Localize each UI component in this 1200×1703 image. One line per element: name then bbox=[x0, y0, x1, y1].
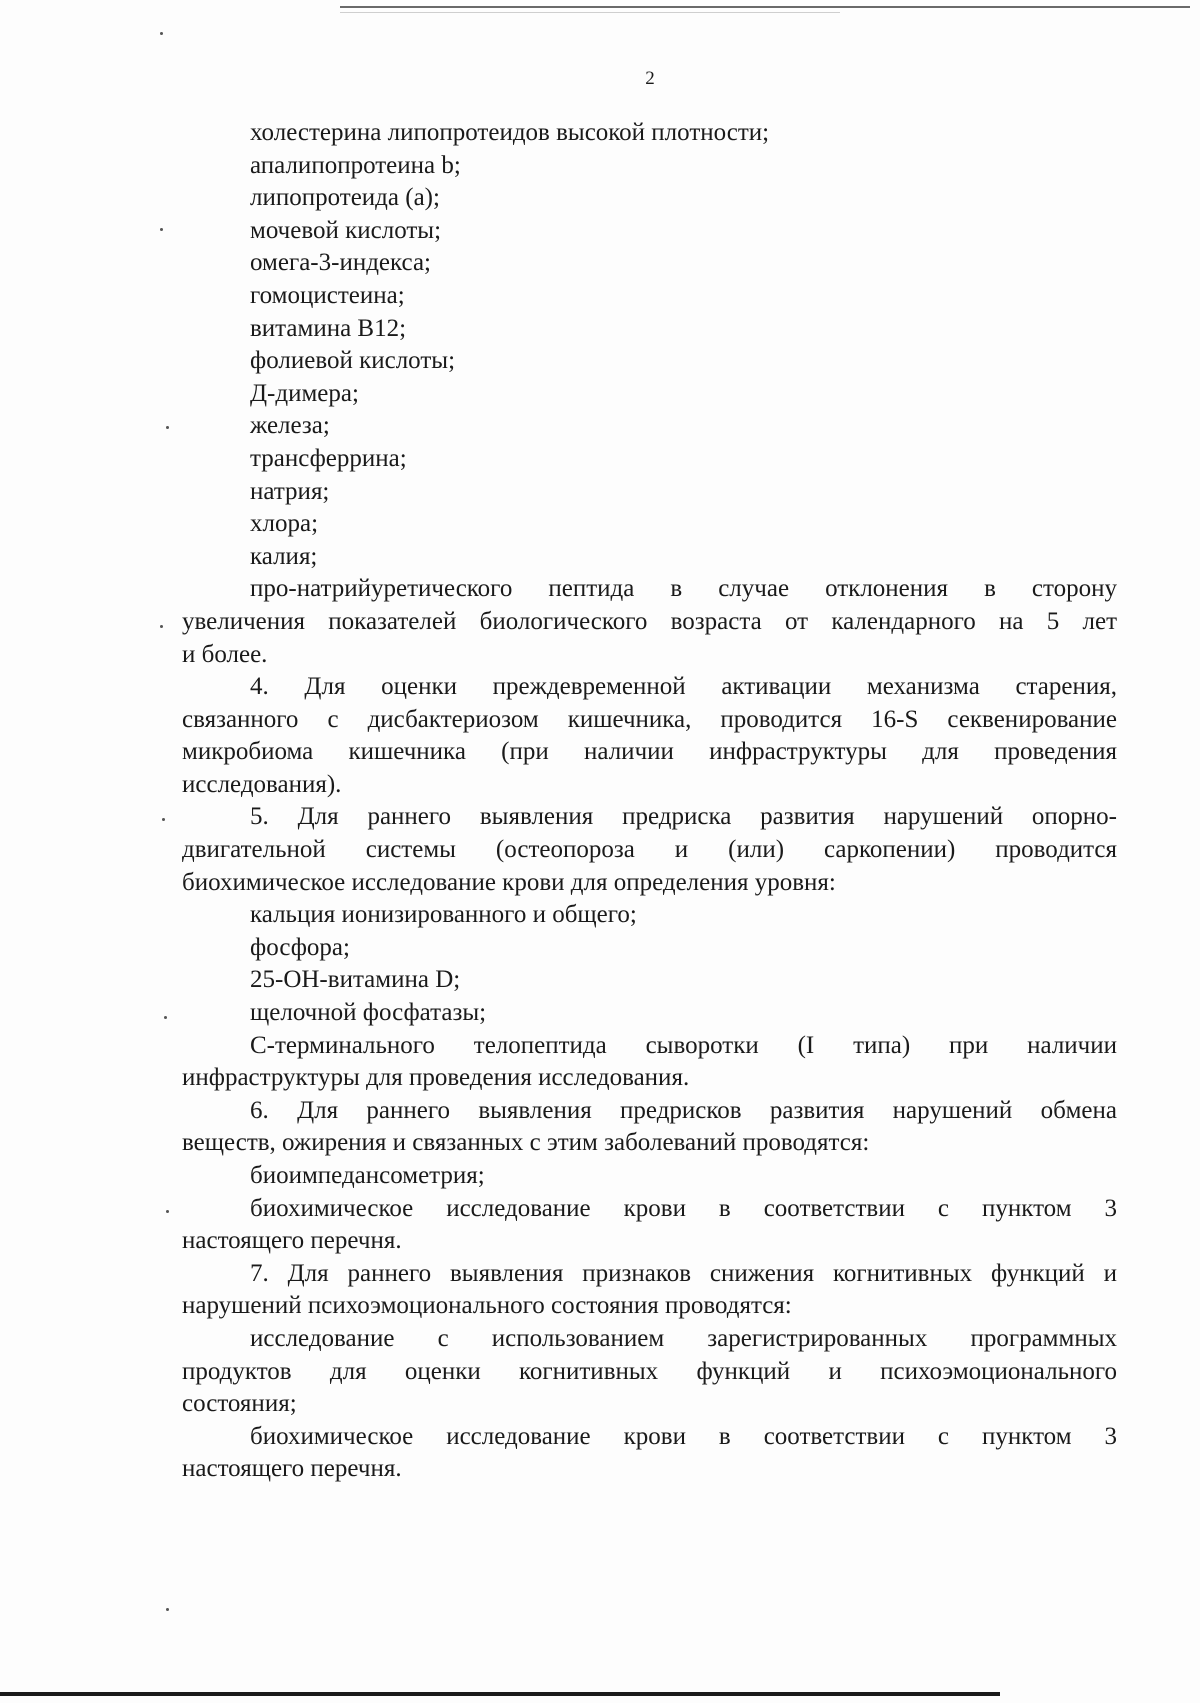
scan-speck bbox=[166, 1608, 169, 1611]
paragraph-item-6b bbox=[182, 1193, 1117, 1258]
paragraph-line: и более. bbox=[182, 640, 268, 668]
list-item: кальция ионизированного и общего; bbox=[250, 901, 637, 929]
paragraph-line: 4. Для оценки преждевременной активации механизма старения, bbox=[250, 673, 1117, 701]
list-item: трансферрина; bbox=[250, 444, 407, 472]
scan-speck bbox=[166, 1210, 169, 1213]
list-item: биоимпедансометрия; bbox=[250, 1162, 485, 1189]
paragraph-item-7a bbox=[182, 1323, 1117, 1421]
paragraph-item-4 bbox=[182, 671, 1117, 801]
list-item: калия; bbox=[250, 542, 318, 570]
paragraph-line: С-терминального телопептида сыворотки (I типа) при наличии bbox=[250, 1031, 1117, 1059]
paragraph-ctx bbox=[182, 1030, 1117, 1095]
paragraph-line: исследования). bbox=[182, 770, 342, 798]
list-item: фолиевой кислоты; bbox=[250, 347, 456, 375]
paragraph-item-5 bbox=[182, 801, 1117, 899]
scan-speck bbox=[160, 625, 163, 628]
page-number: 2 bbox=[645, 68, 655, 89]
scan-speck bbox=[164, 1016, 167, 1019]
scan-speck bbox=[162, 818, 165, 821]
paragraph-line: про-натрийуретического пептида в случае отклонения в сторону bbox=[250, 575, 1117, 603]
paragraph-line: 6. Для раннего выявления предрисков развития нарушений обмена bbox=[250, 1096, 1117, 1124]
analyte-list-a bbox=[182, 117, 1117, 573]
paragraph-line: инфраструктуры для проведения исследования. bbox=[182, 1064, 690, 1092]
list-item: фосфора; bbox=[250, 933, 350, 961]
paragraph-line: микробиома кишечника (при наличии инфраструктуры для проведения bbox=[182, 738, 1117, 766]
list-item: 25-ОН-витамина D; bbox=[250, 966, 461, 994]
list-item: омега-3-индекса; bbox=[250, 249, 431, 277]
list-item: железа; bbox=[250, 412, 330, 440]
paragraph-line: 5. Для раннего выявления предриска развития нарушений опорно- bbox=[250, 803, 1117, 831]
paragraph-line: исследование с использованием зарегистрированных программных bbox=[250, 1324, 1117, 1352]
scan-speck bbox=[166, 426, 169, 429]
paragraph-line: увеличения показателей биологического возраста от календарного на 5 лет bbox=[182, 607, 1117, 635]
list-item: щелочной фосфатазы; bbox=[250, 999, 487, 1027]
list-item: витамина В12; bbox=[250, 314, 407, 342]
paragraph-item-7 bbox=[182, 1258, 1117, 1323]
paragraph-line: настоящего перечня. bbox=[182, 1455, 402, 1483]
paragraph-item-7b bbox=[182, 1421, 1117, 1486]
paragraph-line: веществ, ожирения и связанных с этим заболеваний проводятся: bbox=[182, 1129, 870, 1157]
paragraph-line: 7. Для раннего выявления признаков снижения когнитивных функций и bbox=[250, 1259, 1117, 1287]
list-item: натрия; bbox=[250, 477, 330, 505]
top-border-line bbox=[340, 6, 1190, 8]
paragraph-line: двигательной системы (остеопороза и (или) саркопении) проводится bbox=[182, 836, 1117, 864]
top-border-line-thin bbox=[340, 12, 840, 13]
list-item: апалипопротеина b; bbox=[250, 151, 461, 179]
list-item: холестерина липопротеидов высокой плотности; bbox=[250, 119, 770, 146]
list-item: гомоцистеина; bbox=[250, 281, 405, 309]
paragraph-line: связанного с дисбактериозом кишечника, проводится 16-S секвенирование bbox=[182, 705, 1117, 733]
paragraph-item-6 bbox=[182, 1095, 1117, 1160]
analyte-list-c bbox=[182, 1160, 1117, 1193]
paragraph-line: нарушений психоэмоционального состояния проводятся: bbox=[182, 1292, 792, 1320]
paragraph-line: состояния; bbox=[182, 1390, 297, 1418]
list-item: хлора; bbox=[250, 510, 319, 538]
scan-speck bbox=[160, 32, 163, 35]
paragraph-line: биохимическое исследование крови для определения уровня: bbox=[182, 868, 836, 896]
paragraph-line: биохимическое исследование крови в соответствии с пунктом 3 bbox=[250, 1422, 1117, 1450]
analyte-list-b bbox=[182, 899, 1117, 1029]
paragraph-line: продуктов для оценки когнитивных функций и психоэмоционального bbox=[182, 1357, 1117, 1385]
scan-speck bbox=[160, 228, 163, 231]
document-body bbox=[182, 117, 1117, 1486]
paragraph-line: биохимическое исследование крови в соответствии с пунктом 3 bbox=[250, 1194, 1117, 1222]
list-item: липопротеида (а); bbox=[250, 184, 440, 212]
list-item: Д-димера; bbox=[250, 379, 359, 407]
paragraph-peptide bbox=[182, 573, 1117, 671]
list-item: мочевой кислоты; bbox=[250, 216, 442, 244]
bottom-border-line bbox=[0, 1692, 1000, 1696]
paragraph-line: настоящего перечня. bbox=[182, 1227, 402, 1255]
